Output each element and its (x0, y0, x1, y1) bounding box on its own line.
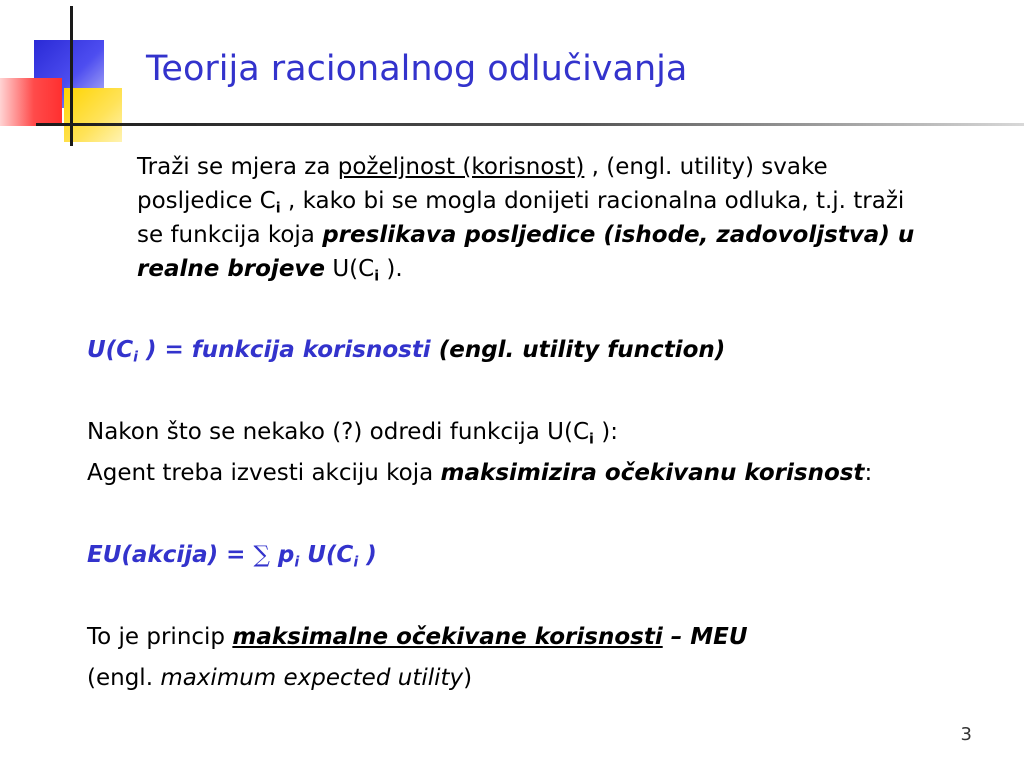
determine-function-line (87, 415, 618, 449)
utility-function-definition (87, 333, 725, 367)
expected-utility-formula (87, 538, 377, 572)
intro-text-4: U(C (325, 256, 375, 282)
subscript-i: i (133, 349, 138, 366)
eu-text-1: EU(akcija) = (87, 542, 254, 568)
principle-text-1: To je princip (87, 624, 233, 650)
decorative-squares-logo (0, 0, 140, 150)
eu-text-3: U(C (299, 542, 354, 568)
nakon-text-1: Nakon što se nekako (?) odredi funkcija U(C (87, 419, 590, 445)
page-number: 3 (960, 724, 972, 745)
desirability-term: poželjnost (korisnost) (337, 154, 585, 180)
nakon-text-2: ): (593, 419, 618, 445)
subscript-i: i (374, 268, 380, 285)
meu-principle-line (87, 620, 748, 654)
subscript-i: i (275, 200, 281, 217)
principle-text-2: – MEU (662, 624, 748, 650)
agent-text-2: : (864, 460, 873, 486)
intro-text-3: , kako bi se mogla donijeti racionalna odluka, t.j. traži se funkcija koja (137, 188, 905, 248)
subscript-i: i (294, 554, 300, 571)
subscript-i: i (589, 431, 594, 448)
red-square-shape (0, 78, 62, 126)
mapping-emphasis: preslikava posljedice (ishode, zadovoljstva) u realne brojeve (137, 222, 915, 282)
intro-paragraph (137, 150, 937, 286)
intro-text-1: Traži se mjera za (137, 154, 338, 180)
eu-text-4: ) (358, 542, 377, 568)
slide-title: Teorija racionalnog odlučivanja (146, 49, 688, 89)
maximize-emphasis: maksimizira očekivanu korisnost (440, 460, 865, 486)
intro-text-2: , (engl. utility) svake posljedice C (137, 154, 828, 214)
intro-text-5: ). (379, 256, 403, 282)
utility-def-text-1: U(C (87, 337, 134, 363)
eu-text-2: p (269, 542, 295, 568)
agent-action-line (87, 456, 872, 490)
title-underline-rule (36, 123, 1024, 126)
maximum-expected-utility-term: maximum expected utility (160, 665, 464, 691)
sigma-symbol: ∑ (253, 542, 270, 568)
engl-text-1: (engl. (87, 665, 161, 691)
utility-def-english: (engl. utility function) (430, 337, 726, 363)
meu-emphasis: maksimalne očekivane korisnosti (232, 624, 663, 650)
subscript-i: i (353, 554, 359, 571)
english-translation-line (87, 661, 472, 695)
utility-def-text-2: ) = funkcija korisnosti (137, 337, 431, 363)
engl-text-2: ) (463, 665, 473, 691)
agent-text-1: Agent treba izvesti akciju koja (87, 460, 441, 486)
